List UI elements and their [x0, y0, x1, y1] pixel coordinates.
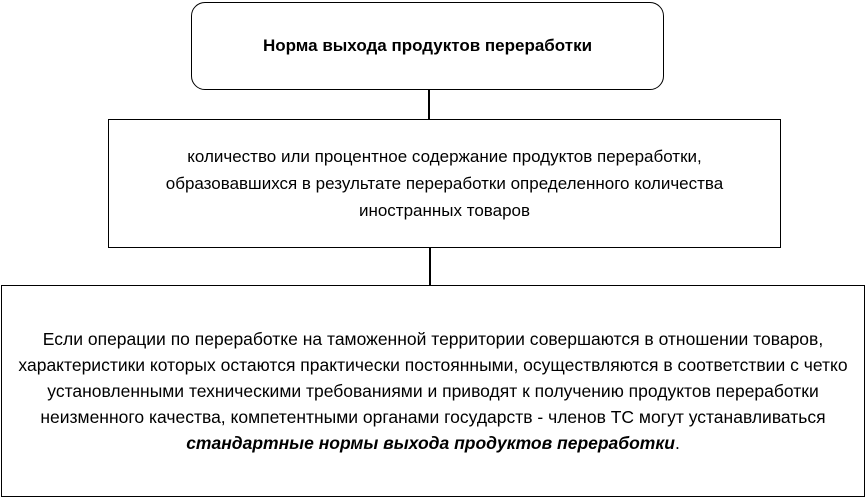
note-text-main: Если операции по переработке на таможенной территории совершаются в отношении товаров, характеристики которых остаются практически постоянными, осуществляются в соответствии с четко установленными техническими требованиями и приводят к получению продуктов переработки неизменного качества, компетентными органами государств - членов ТС могут устанавливаться [18, 329, 848, 427]
connector-title-definition [428, 90, 430, 119]
note-emphasis: стандартные нормы выхода продуктов переработки [186, 433, 675, 453]
definition-text: количество или процентное содержание продуктов переработки, образовавшихся в результате переработки определенного количества иностранных товаров [165, 147, 724, 220]
connector-definition-note [429, 248, 431, 285]
definition-box [108, 119, 781, 248]
note-text-end: . [674, 433, 680, 453]
note-text [2, 326, 864, 456]
title-text: Норма выхода продуктов переработки [262, 36, 593, 55]
title-box [191, 2, 664, 90]
note-box [1, 285, 865, 497]
